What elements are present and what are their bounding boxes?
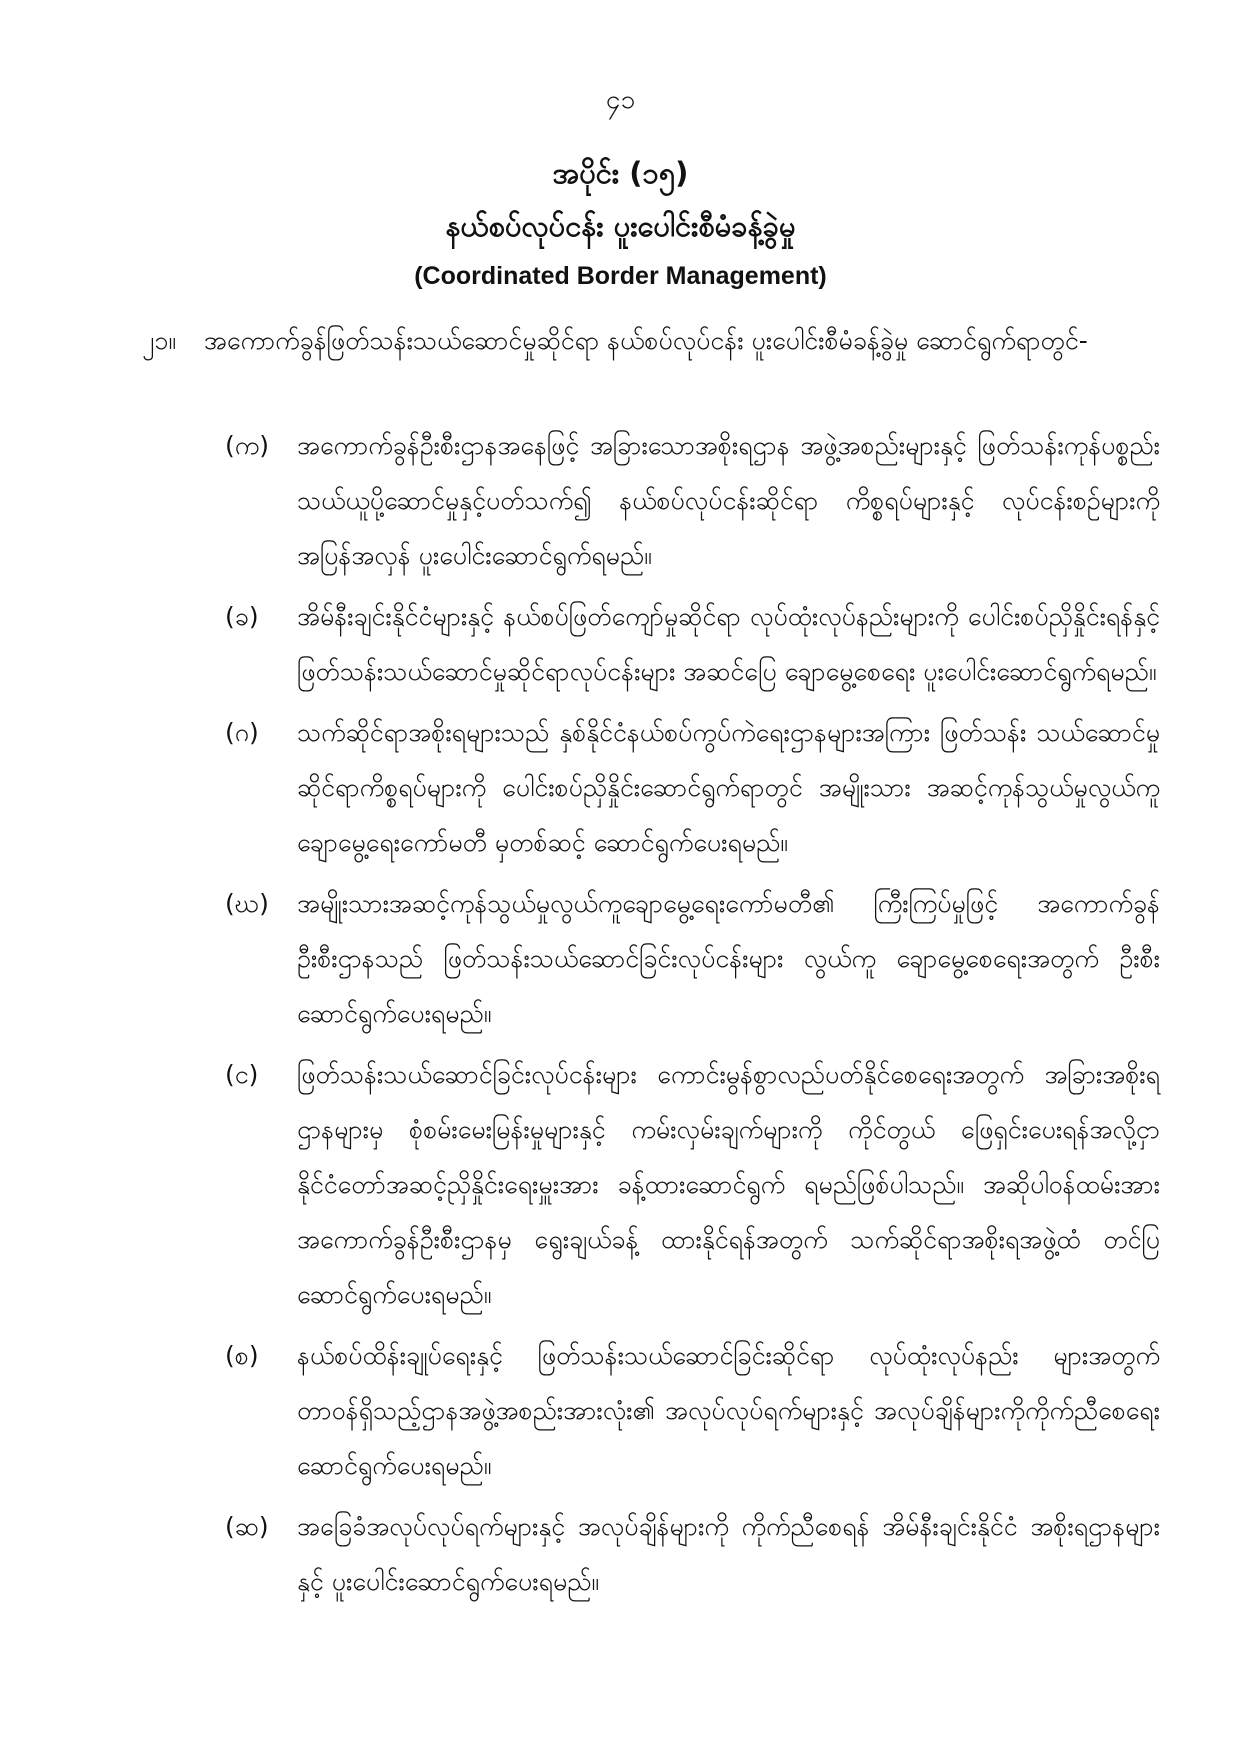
list-item	[225, 589, 1160, 699]
section-english-title: (Coordinated Border Management)	[414, 262, 827, 290]
item-text: နယ်စပ်ထိန်းချုပ်ရေးနှင့် ဖြတ်သန်းသယ်ဆောင်ခြင်းဆိုင်ရာ လုပ်ထုံးလုပ်နည်း များအတွက် တာဝန်ရှိသည့်ဌာနအဖွဲ့အစည်းအားလုံး၏ အလုပ်လုပ်ရက်များနှင့် အလုပ်ချိန်များကိုကိုက်ညီစေရေး ဆောင်ရွက်ပေးရမည်။	[297, 1341, 1160, 1480]
list-item	[225, 1328, 1160, 1493]
item-text: အကောက်ခွန်ဦးစီးဌာနအနေဖြင့် အခြားသောအစိုးရဌာန အဖွဲ့အစည်းများနှင့် ဖြတ်သန်းကုန်ပစ္စည်း သယ်ယူပို့ဆောင်မှုနှင့်ပတ်သက်၍ နယ်စပ်လုပ်ငန်းဆိုင်ရာ ကိစ္စရပ်များနှင့် လုပ်ငန်းစဉ်များကို အပြန်အလှန် ပူးပေါင်းဆောင်ရွက်ရမည်။	[297, 431, 1160, 570]
section-title: အပိုင်း (၁၅)	[552, 156, 689, 190]
list-item	[225, 1499, 1160, 1609]
list-item	[225, 705, 1160, 870]
intro-paragraph	[142, 313, 1160, 369]
item-text: ဖြတ်သန်းသယ်ဆောင်ခြင်းလုပ်ငန်းများ ကောင်းမွန်စွာလည်ပတ်နိုင်စေရေးအတွက် အခြားအစိုးရဌာနများမှ စုံစမ်းမေးမြန်းမှုများနှင့် ကမ်းလှမ်းချက်များကို ကိုင်တွယ် ဖြေရှင်းပေးရန်အလို့ငှာ နိုင်ငံတော်အဆင့်ညှိနှိုင်းရေးမှူးအား ခန့်ထားဆောင်ရွက် ရမည်ဖြစ်ပါသည်။ အဆိုပါဝန်ထမ်းအား အကောက်ခွန်ဦးစီးဌာနမှ ရွေးချယ်ခန့် ထားနိုင်ရန်အတွက် သက်ဆိုင်ရာအစိုးရအဖွဲ့ထံ တင်ပြဆောင်ရွက်ပေးရမည်။	[297, 1060, 1160, 1309]
item-marker: (ဃ)	[225, 889, 269, 918]
list-item	[225, 876, 1160, 1041]
item-marker: (က)	[225, 431, 269, 460]
page-number: ၄၁	[605, 85, 636, 115]
item-list	[225, 418, 1160, 1615]
item-marker: (ဂ)	[225, 718, 259, 747]
item-text: အခြေခံအလုပ်လုပ်ရက်များနှင့် အလုပ်ချိန်များကို ကိုက်ညီစေရန် အိမ်နီးချင်းနိုင်ငံ အစိုးရဌာနများနှင့် ပူးပေါင်းဆောင်ရွက်ပေးရမည်။	[297, 1512, 1160, 1596]
section-subtitle: နယ်စပ်လုပ်ငန်း ပူးပေါင်းစီမံခန့်ခွဲမှု	[445, 209, 796, 243]
intro-text: အကောက်ခွန်ဖြတ်သန်းသယ်ဆောင်မှုဆိုင်ရာ နယ်စပ်လုပ်ငန်း ပူးပေါင်းစီမံခန့်ခွဲမှု ဆောင်ရွက်ရာတွင်-	[203, 326, 1088, 355]
item-text: အိမ်နီးချင်းနိုင်ငံများနှင့် နယ်စပ်ဖြတ်ကျော်မှုဆိုင်ရာ လုပ်ထုံးလုပ်နည်းများကို ပေါင်းစပ်ညှိနှိုင်းရန်နှင့် ဖြတ်သန်းသယ်ဆောင်မှုဆိုင်ရာလုပ်ငန်းများ အဆင်ပြေ ချောမွေ့စေရေး ပူးပေါင်းဆောင်ရွက်ရမည်။	[297, 602, 1160, 686]
paragraph-number: ၂၁။	[142, 326, 176, 355]
item-text: သက်ဆိုင်ရာအစိုးရများသည် နှစ်နိုင်ငံနယ်စပ်ကွပ်ကဲရေးဌာနများအကြား ဖြတ်သန်း သယ်ဆောင်မှုဆိုင်ရာကိစ္စရပ်များကို ပေါင်းစပ်ညှိနှိုင်းဆောင်ရွက်ရာတွင် အမျိုးသား အဆင့်ကုန်သွယ်မှုလွယ်ကူချောမွေ့ရေးကော်မတီ မှတစ်ဆင့် ဆောင်ရွက်ပေးရမည်။	[297, 718, 1160, 857]
list-item	[225, 418, 1160, 583]
list-item	[225, 1047, 1160, 1322]
item-marker: (ခ)	[225, 602, 259, 631]
item-text: အမျိုးသားအဆင့်ကုန်သွယ်မှုလွယ်ကူချောမွေ့ရေးကော်မတီ၏ ကြီးကြပ်မှုဖြင့် အကောက်ခွန်ဦးစီးဌာနသည် ဖြတ်သန်းသယ်ဆောင်ခြင်းလုပ်ငန်းများ လွယ်ကူ ချောမွေ့စေရေးအတွက် ဦးစီးဆောင်ရွက်ပေးရမည်။	[297, 889, 1160, 1028]
item-marker: (စ)	[225, 1341, 259, 1370]
item-marker: (ဆ)	[225, 1512, 269, 1541]
item-marker: (င)	[225, 1060, 259, 1089]
